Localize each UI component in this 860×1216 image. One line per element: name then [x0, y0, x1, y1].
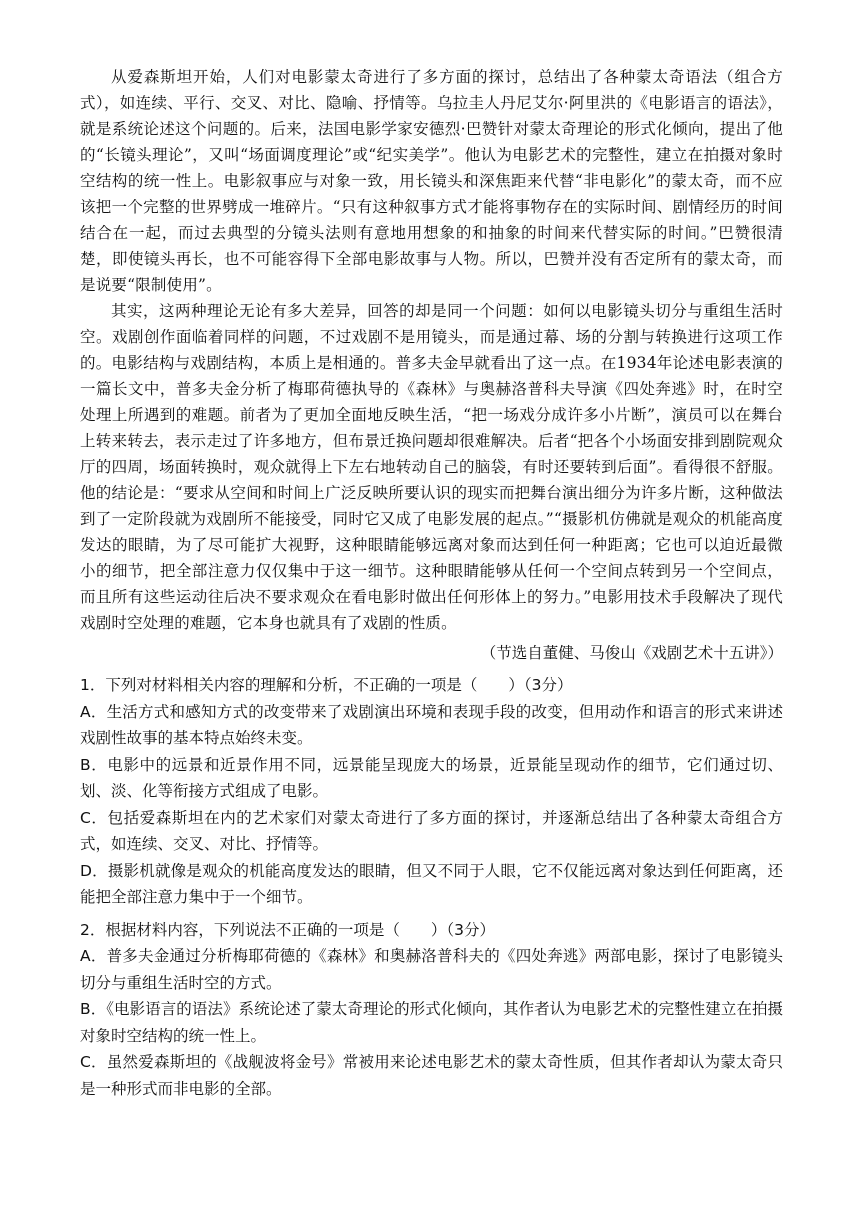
- passage-paragraph-1: 从爱森斯坦开始，人们对电影蒙太奇进行了多方面的探讨，总结出了各种蒙太奇语法（组合方式），如连续、平行、交叉、对比、隐喻、抒情等。乌拉圭人丹尼艾尔·阿里洪的《电影语言的语法》，就是系统论述这个问题的。后来，法国电影学家安德烈·巴赞针对蒙太奇理论的形式化倾向，提出了他的“长镜头理论”，又叫“场面调度理论”或“纪实美学”。他认为电影艺术的完整性，建立在拍摄对象时空结构的统一性上。电影叙事应与对象一致，用长镜头和深焦距来代替“非电影化”的蒙太奇，而不应该把一个完整的世界劈成一堆碎片。“只有这种叙事方式才能将事物存在的实际时间、剧情经历的时间结合在一起，而过去典型的分镜头法则有意地用想象的和抽象的时间来代替实际的时间。”巴赞很清楚，即使镜头再长，也不可能容得下全部电影故事与人物。所以，巴赞并没有否定所有的蒙太奇，而是说要“限制使用”。: [80, 68, 783, 294]
- question-stem: 1．下列对材料相关内容的理解和分析，不正确的一项是（ ）（3分）: [80, 676, 573, 694]
- option-d: D．摄影机就像是观众的机能高度发达的眼睛，但又不同于人眼，它不仅能远离对象达到任何距离，还能把全部注意力集中于一个细节。: [80, 861, 783, 906]
- option-b: B．《电影语言的语法》系统论述了蒙太奇理论的形式化倾向，其作者认为电影艺术的完整性建立在拍摄对象时空结构的统一性上。: [80, 1000, 783, 1045]
- option-b: B．电影中的远景和近景作用不同，远景能呈现庞大的场景，近景能呈现动作的细节，它们通过切、划、淡、化等衔接方式组成了电影。: [80, 755, 783, 800]
- exam-page: [80, 64, 783, 1102]
- option-a: A．生活方式和感知方式的改变带来了戏剧演出环境和表现手段的改变，但用动作和语言的形式来讲述戏剧性故事的基本特点始终未变。: [80, 702, 783, 747]
- option-c: C．包括爱森斯坦在内的艺术家们对蒙太奇进行了多方面的探讨，并逐渐总结出了各种蒙太奇组合方式，如连续、交叉、对比、抒情等。: [80, 808, 783, 853]
- question-stem: 2．根据材料内容，下列说法不正确的一项是（ ）（3分）: [80, 920, 495, 939]
- question-1: [80, 672, 783, 911]
- option-a: A．普多夫金通过分析梅耶荷德的《森林》和奥赫洛普科夫的《四处奔逃》两部电影，探讨了电影镜头切分与重组生活时空的方式。: [80, 947, 783, 992]
- question-2: [80, 917, 783, 1103]
- passage-source: （节选自董健、马俊山《戏剧艺术十五讲》）: [480, 644, 783, 662]
- passage-paragraph-2: 其实，这两种理论无论有多大差异，回答的却是同一个问题：如何以电影镜头切分与重组生活时空。戏剧创作面临着同样的问题，不过戏剧不是用镜头，而是通过幕、场的分割与转换进行这项工作的。电影结构与戏剧结构，本质上是相通的。普多夫金早就看出了这一点。在1934年论述电影表演的一篇长文中，普多夫金分析了梅耶荷德执导的《森林》与奥赫洛普科夫导演《四处奔逃》时，在时空处理上所遇到的难题。前者为了更加全面地反映生活，“把一场戏分成许多小片断”，演员可以在舞台上转来转去，表示走过了许多地方，但布景迁换问题却很难解决。后者“把各个小场面安排到剧院观众厅的四周，场面转换时，观众就得上下左右地转动自己的脑袋，有时还要转到后面”。看得很不舒服。他的结论是：“要求从空间和时间上广泛反映所要认识的现实而把舞台演出细分为许多片断，这种做法到了一定阶段就为戏剧所不能接受，同时它又成了电影发展的起点。”“摄影机仿佛就是观众的机能高度发达的眼睛，为了尽可能扩大视野，这种眼睛能够远离对象而达到任何一种距离；它也可以迫近最微小的细节，把全部注意力仅仅集中于这一细节。这种眼睛能够从任何一个空间点转到另一个空间点，而且所有这些运动往后决不要求观众在看电影时做出任何形体上的努力。”电影用技术手段解决了现代戏剧时空处理的难题，它本身也就具有了戏剧的性质。: [80, 302, 783, 632]
- option-c: C．虽然爱森斯坦的《战舰波将金号》常被用来论述电影艺术的蒙太奇性质，但其作者却认为蒙太奇只是一种形式而非电影的全部。: [80, 1053, 783, 1098]
